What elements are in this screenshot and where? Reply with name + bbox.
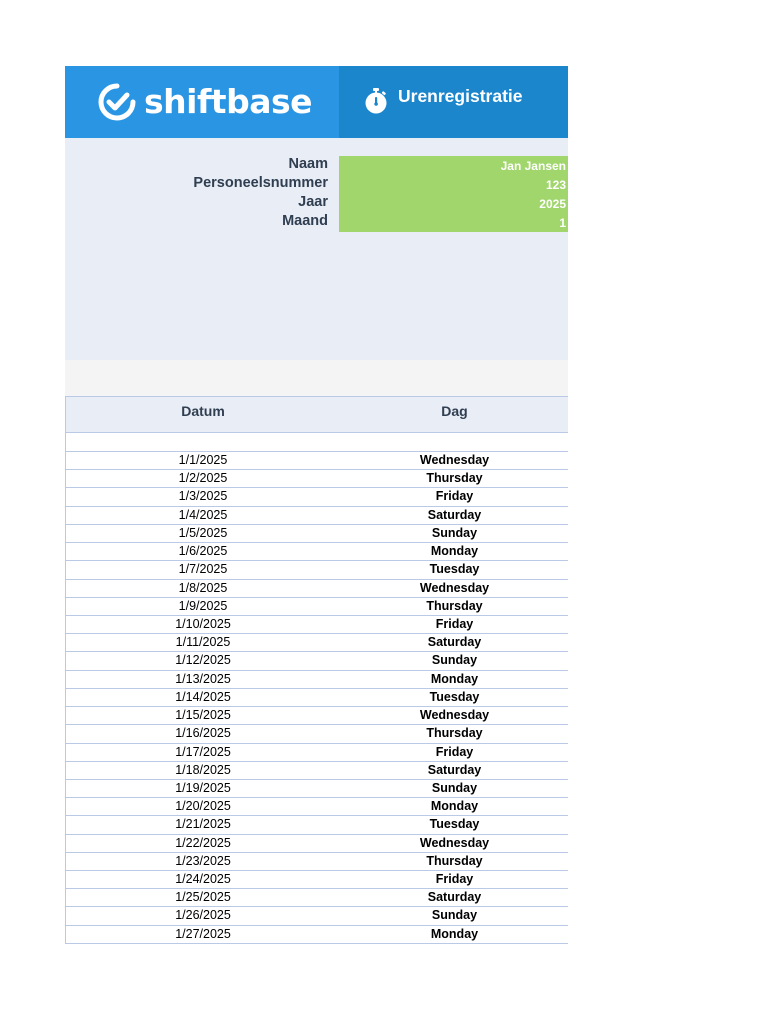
- table-row: [65, 835, 568, 853]
- date-cell[interactable]: 1/11/2025: [175, 635, 231, 650]
- stopwatch-icon: [363, 87, 389, 115]
- table-row: [65, 707, 568, 725]
- day-cell[interactable]: Thursday: [426, 471, 483, 486]
- day-cell[interactable]: Tuesday: [429, 689, 480, 704]
- table-row: [65, 634, 568, 652]
- date-cell[interactable]: 1/4/2025: [178, 507, 228, 522]
- table-row: [65, 744, 568, 762]
- employee-info: [65, 138, 568, 360]
- table-row: [65, 488, 568, 506]
- day-cell[interactable]: Tuesday: [429, 817, 480, 832]
- month-value[interactable]: 1: [559, 216, 566, 230]
- day-column-header: Dag: [441, 403, 468, 419]
- table-row: [65, 853, 568, 871]
- table-row: [65, 525, 568, 543]
- name-label: Naam: [288, 156, 328, 172]
- day-cell[interactable]: Sunday: [431, 780, 478, 795]
- date-cell[interactable]: 1/16/2025: [175, 726, 231, 741]
- day-cell[interactable]: Friday: [435, 489, 474, 504]
- table-row: [65, 616, 568, 634]
- day-cell[interactable]: Wednesday: [419, 453, 490, 467]
- date-cell[interactable]: 1/23/2025: [175, 853, 231, 868]
- day-cell[interactable]: Saturday: [427, 507, 482, 522]
- logo-text: shiftbase: [144, 82, 312, 121]
- table-spacer-row: [65, 433, 568, 452]
- date-cell[interactable]: 1/7/2025: [178, 562, 228, 577]
- year-value[interactable]: 2025: [539, 197, 566, 211]
- day-cell[interactable]: Wednesday: [419, 580, 490, 595]
- date-cell[interactable]: 1/21/2025: [175, 817, 231, 832]
- table-header: [65, 396, 568, 433]
- day-cell[interactable]: Wednesday: [419, 835, 490, 850]
- month-label: Maand: [282, 213, 328, 229]
- table-row: [65, 926, 568, 944]
- date-cell[interactable]: 1/14/2025: [175, 689, 231, 704]
- date-cell[interactable]: 1/10/2025: [175, 616, 231, 631]
- date-cell[interactable]: 1/1/2025: [178, 453, 228, 467]
- date-cell[interactable]: 1/5/2025: [178, 525, 228, 540]
- day-cell[interactable]: Saturday: [427, 762, 482, 777]
- day-cell[interactable]: Monday: [430, 544, 479, 559]
- date-cell[interactable]: 1/25/2025: [175, 890, 231, 905]
- day-cell[interactable]: Thursday: [426, 726, 483, 741]
- timesheet: [65, 66, 568, 944]
- table-row: [65, 452, 568, 470]
- year-label: Jaar: [298, 194, 328, 210]
- day-cell[interactable]: Friday: [435, 872, 474, 887]
- table-row: [65, 762, 568, 780]
- date-cell[interactable]: 1/26/2025: [175, 908, 231, 923]
- day-cell[interactable]: Sunday: [431, 908, 478, 923]
- date-cell[interactable]: 1/6/2025: [178, 544, 228, 559]
- day-cell[interactable]: Friday: [435, 744, 474, 759]
- date-cell[interactable]: 1/3/2025: [178, 489, 228, 504]
- table-row: [65, 652, 568, 670]
- shiftbase-logo: [98, 83, 312, 121]
- table-row: [65, 543, 568, 561]
- day-cell[interactable]: Sunday: [431, 653, 478, 668]
- date-cell[interactable]: 1/12/2025: [175, 653, 231, 668]
- day-cell[interactable]: Tuesday: [429, 562, 480, 577]
- table-row: [65, 907, 568, 925]
- check-circle-icon: [98, 83, 136, 121]
- number-value[interactable]: 123: [545, 178, 566, 192]
- date-cell[interactable]: 1/17/2025: [175, 744, 231, 759]
- date-cell[interactable]: 1/22/2025: [175, 835, 231, 850]
- day-cell[interactable]: Saturday: [427, 635, 482, 650]
- table-row: [65, 580, 568, 598]
- day-cell[interactable]: Sunday: [431, 525, 478, 540]
- table-row: [65, 798, 568, 816]
- date-cell[interactable]: 1/2/2025: [178, 471, 228, 486]
- day-cell[interactable]: Wednesday: [419, 708, 490, 723]
- table-row: [65, 671, 568, 689]
- spacer-band: [65, 360, 568, 396]
- day-cell[interactable]: Monday: [430, 671, 479, 686]
- day-cell[interactable]: Saturday: [427, 890, 482, 905]
- table-row: [65, 689, 568, 707]
- table-row: [65, 598, 568, 616]
- table-row: [65, 816, 568, 834]
- logo-area: [65, 66, 339, 138]
- table-row: [65, 507, 568, 525]
- date-cell[interactable]: 1/19/2025: [175, 780, 231, 795]
- day-cell[interactable]: Thursday: [426, 853, 483, 868]
- table-row: [65, 725, 568, 743]
- date-column-header: Datum: [181, 403, 225, 419]
- table-row: [65, 470, 568, 488]
- table-row: [65, 871, 568, 889]
- date-cell[interactable]: 1/20/2025: [175, 799, 231, 814]
- title-area: [339, 66, 568, 138]
- table-row: [65, 889, 568, 907]
- table-row: [65, 561, 568, 579]
- date-cell[interactable]: 1/13/2025: [175, 671, 231, 686]
- number-label: Personeelsnummer: [193, 175, 328, 191]
- header-banner: [65, 66, 568, 138]
- day-cell[interactable]: Monday: [430, 799, 479, 814]
- page-title: Urenregistratie: [398, 86, 523, 106]
- date-cell[interactable]: 1/27/2025: [175, 926, 231, 941]
- name-value[interactable]: Jan Jansen: [500, 159, 566, 173]
- table-row: [65, 780, 568, 798]
- day-cell[interactable]: Monday: [430, 926, 479, 941]
- employee-values: [339, 156, 568, 232]
- table-body: [65, 452, 568, 944]
- date-cell[interactable]: 1/9/2025: [178, 598, 228, 613]
- date-cell[interactable]: 1/8/2025: [178, 580, 228, 595]
- date-cell[interactable]: 1/15/2025: [175, 708, 231, 723]
- day-cell[interactable]: Friday: [435, 616, 474, 631]
- day-cell[interactable]: Thursday: [426, 598, 483, 613]
- date-cell[interactable]: 1/18/2025: [175, 762, 231, 777]
- date-cell[interactable]: 1/24/2025: [175, 872, 231, 887]
